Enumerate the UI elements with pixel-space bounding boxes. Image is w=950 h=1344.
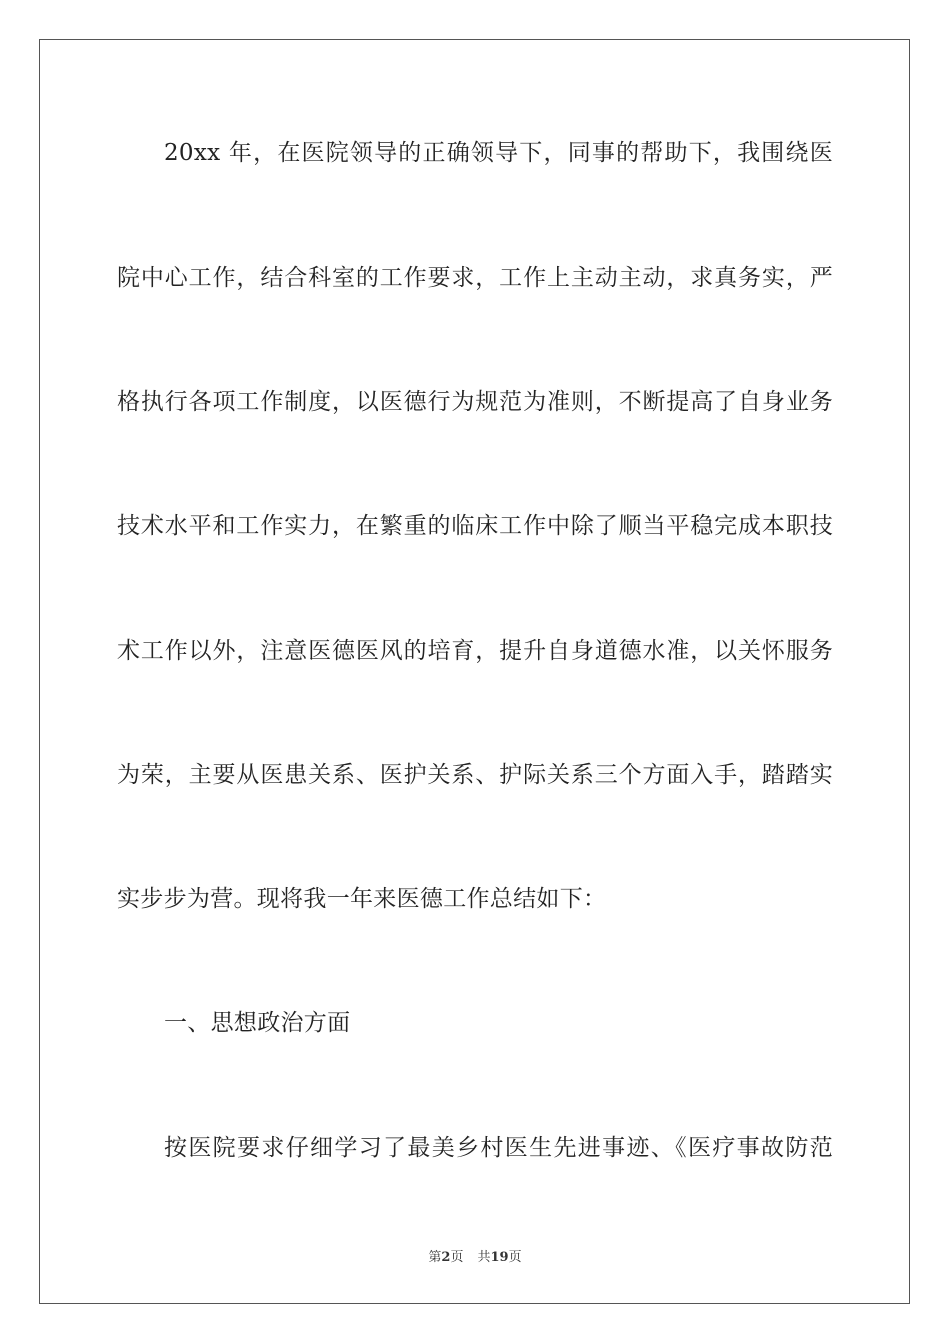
page-border [39,39,910,1304]
paragraph-line-3: 格执行各项工作制度，以医德行为规范为准则，不断提高了自身业务 [117,389,833,415]
paragraph-line-4: 技术水平和工作实力，在繁重的临床工作中除了顺当平稳完成本职技 [117,513,833,539]
paragraph-line-5: 术工作以外，注意医德医风的培育，提升自身道德水准，以关怀服务 [117,638,833,664]
paragraph-line-6: 为荣，主要从医患关系、医护关系、护际关系三个方面入手，踏踏实 [117,762,833,788]
footer-page-number: 2 [441,1250,451,1265]
paragraph-line-9: 按医院要求仔细学习了最美乡村医生先进事迹、《医疗事故防范 [164,1135,833,1161]
footer-total-number: 19 [490,1250,509,1265]
section-heading: 一、思想政治方面 [164,1010,351,1036]
paragraph-line-2: 院中心工作，结合科室的工作要求，工作上主动主动，求真务实，严 [117,265,833,291]
footer-page-prefix: 第 [428,1250,442,1265]
footer-total-prefix: 共 [477,1250,491,1265]
footer-page-suffix: 页 [450,1250,464,1265]
footer-total-suffix: 页 [508,1250,522,1265]
paragraph-line-1: 20xx 年，在医院领导的正确领导下，同事的帮助下，我围绕医 [164,140,833,166]
paragraph-line-7: 实步步为营。现将我一年来医德工作总结如下： [117,886,607,912]
page-footer [0,1246,950,1265]
